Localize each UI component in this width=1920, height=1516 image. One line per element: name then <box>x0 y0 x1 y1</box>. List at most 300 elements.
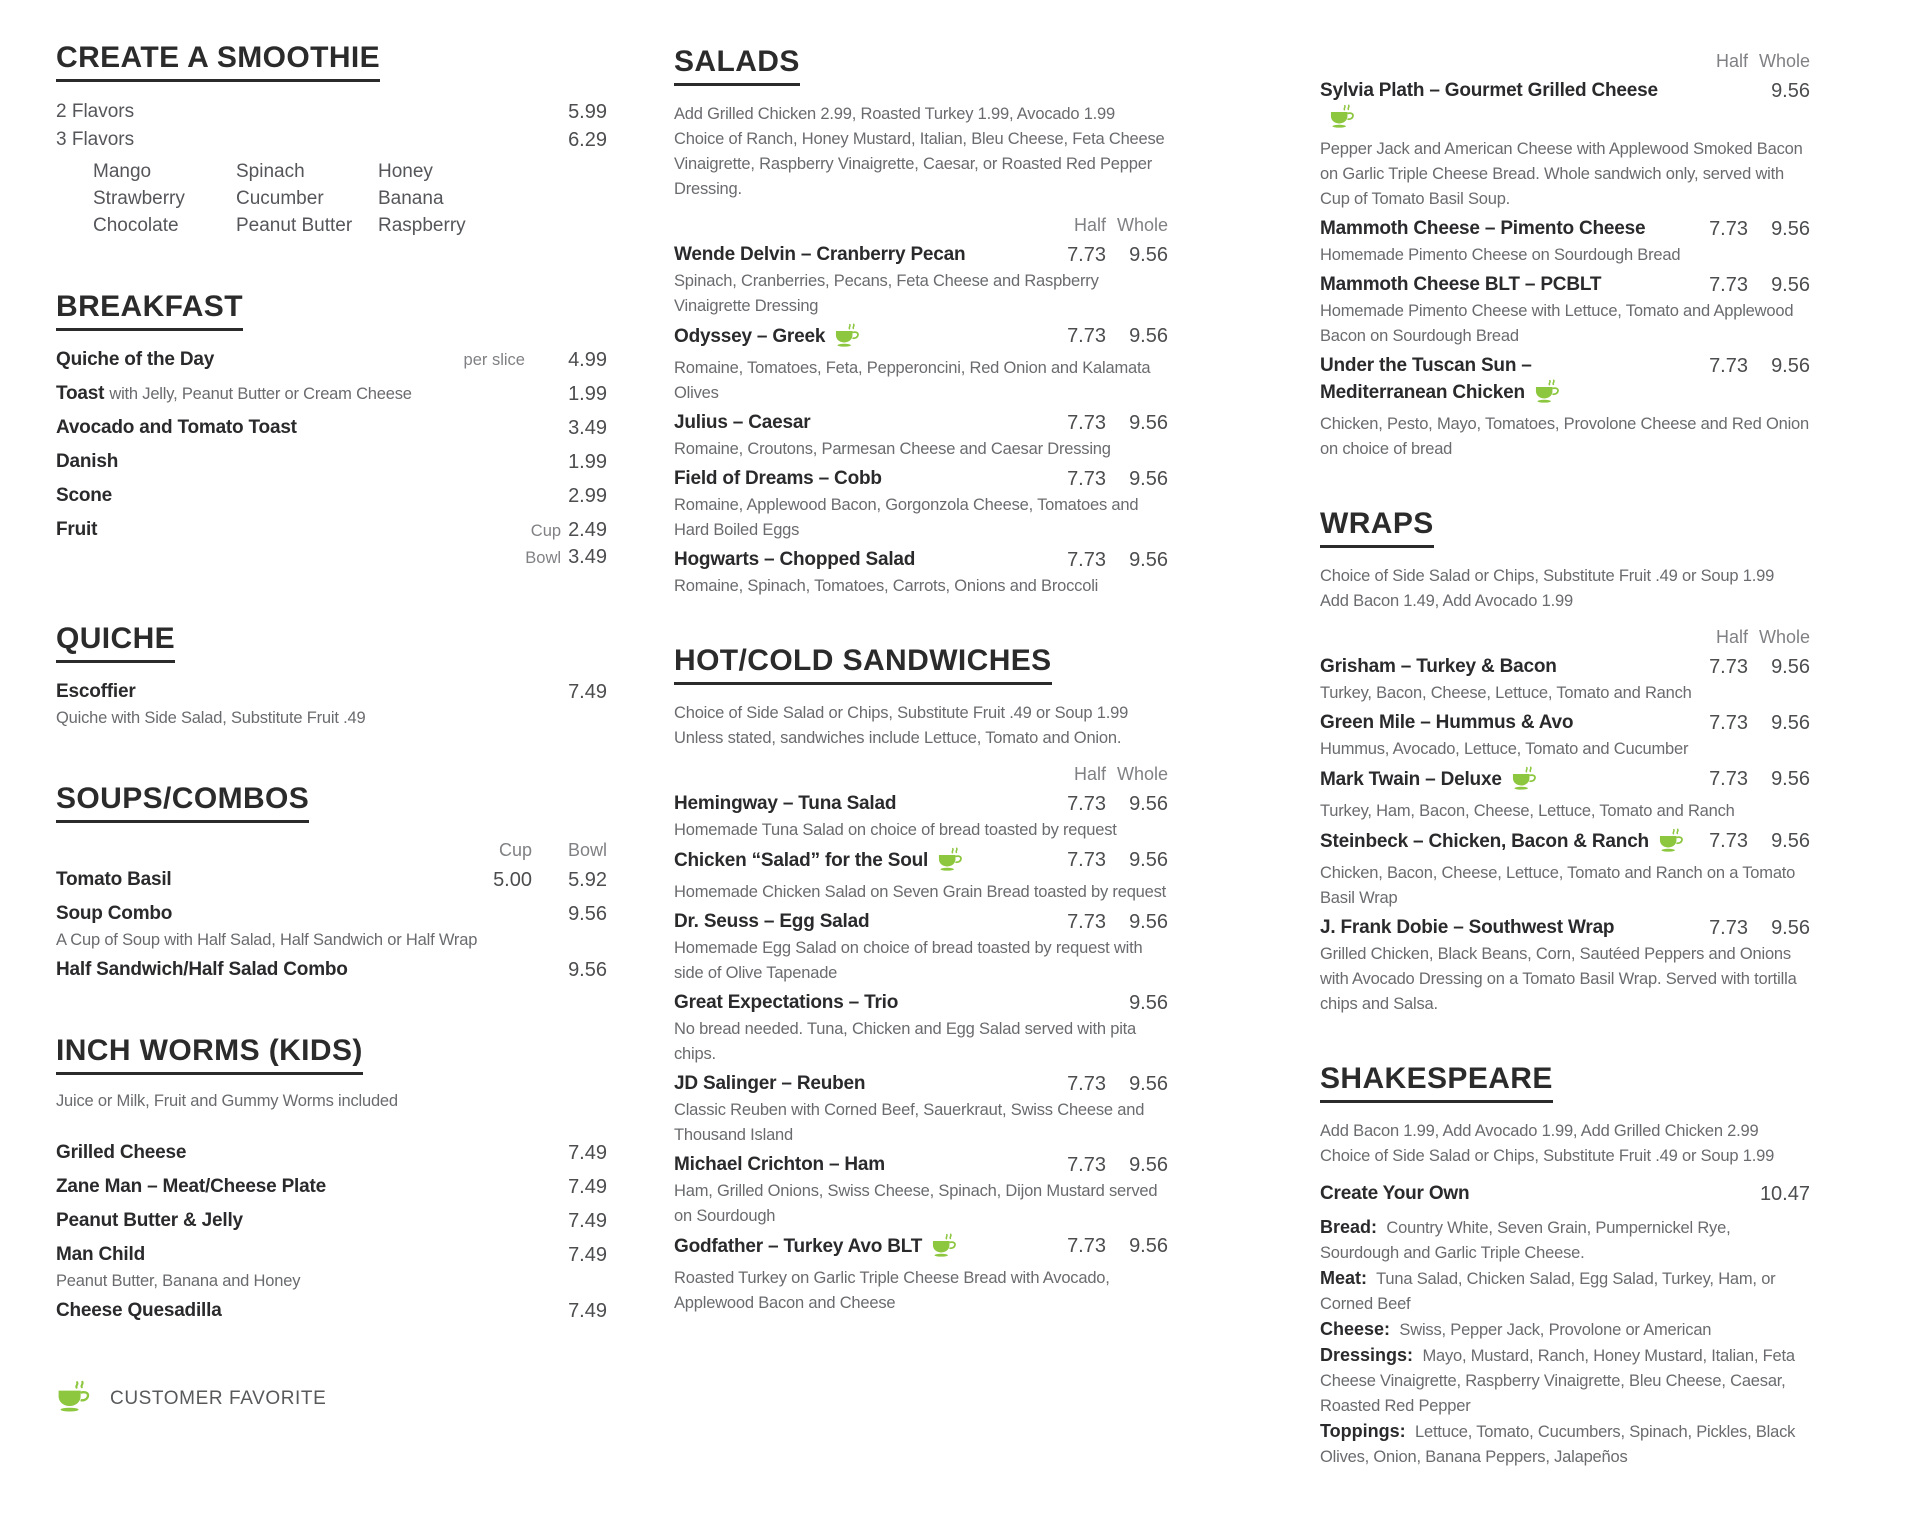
item-price-half: 7.73 <box>1709 830 1748 852</box>
flavor-option: Raspberry <box>378 215 466 236</box>
item-name-text: Wende Delvin – Cranberry Pecan <box>674 244 966 265</box>
item-name <box>56 867 457 893</box>
menu-item-row <box>674 466 1168 492</box>
item-price-half: 7.73 <box>1709 917 1748 939</box>
item-prices <box>1044 1233 1168 1259</box>
item-prices <box>1686 766 1810 792</box>
item-price: 2.49 <box>568 519 607 541</box>
item-prices <box>532 1140 607 1166</box>
item-price-whole: 9.56 <box>568 903 607 925</box>
menu-item-row <box>674 1233 1168 1265</box>
steaming-cup-icon <box>937 847 964 871</box>
section-intro-line: Add Bacon 1.99, Add Avocado 1.99, Add Grilled Chicken 2.99 <box>1320 1122 1759 1140</box>
item-price-whole: 9.56 <box>1771 917 1810 939</box>
item-price: 7.49 <box>568 1210 607 1232</box>
item-price-whole: 9.56 <box>1771 656 1810 678</box>
item-name <box>56 901 457 927</box>
menu-item-row <box>1320 272 1810 298</box>
section-intro-line: Choice of Side Salad or Chips, Substitute Fruit .49 or Soup 1.99 <box>674 704 1129 722</box>
menu-item-row <box>56 449 607 475</box>
item-prices <box>532 415 607 441</box>
item-description: Homemade Pimento Cheese with Lettuce, Tomato and Applewood Bacon on Sourdough Bread <box>1320 302 1794 345</box>
price-column-label: Half <box>1715 51 1748 71</box>
item-name <box>56 957 457 983</box>
menu-section <box>674 46 1168 599</box>
item-name-text: Godfather – Turkey Avo BLT <box>674 1236 923 1257</box>
menu-item <box>56 449 607 475</box>
item-description: Grilled Chicken, Black Beans, Corn, Sautéed Peppers and Onions with Avocado Dressing on a Tomato Basil Wrap. Served with tortilla chips and Salsa. <box>1320 945 1797 1013</box>
item-price-whole: 9.56 <box>1771 712 1810 734</box>
item-price-prefix: per slice <box>463 351 525 369</box>
customer-favorite-icon <box>834 331 861 352</box>
item-name-line2 <box>1320 379 1686 411</box>
item-price: 7.49 <box>568 1244 607 1266</box>
item-name <box>56 483 532 509</box>
menu-item-row <box>674 990 1168 1016</box>
customer-favorite-icon <box>1534 387 1561 408</box>
menu-item-row <box>674 1071 1168 1097</box>
item-name-text: J. Frank Dobie – Southwest Wrap <box>1320 917 1615 938</box>
steaming-cup-icon <box>1658 828 1685 852</box>
item-price-whole: 9.56 <box>1771 218 1810 240</box>
item-prices <box>1044 410 1168 436</box>
item-name <box>1320 710 1686 736</box>
menu-item-row <box>674 547 1168 573</box>
price-column-label: Whole <box>1758 51 1810 71</box>
item-price-whole: 9.56 <box>1129 244 1168 266</box>
item-name <box>674 1152 1044 1178</box>
menu-item-row <box>1320 1181 1810 1207</box>
item-price-line <box>531 517 607 544</box>
item-description: Romaine, Tomatoes, Feta, Pepperoncini, Red Onion and Kalamata Olives <box>674 359 1151 402</box>
option-label: Dressings: <box>1320 1345 1414 1365</box>
menu-item-row <box>56 1140 607 1166</box>
item-description: Romaine, Croutons, Parmesan Cheese and Caesar Dressing <box>674 440 1111 458</box>
section-heading-text: WRAPS <box>1320 508 1434 548</box>
menu-item-row <box>56 957 607 983</box>
menu-item <box>1320 915 1810 1017</box>
menu-item <box>56 1298 607 1324</box>
item-price-half: 5.00 <box>493 869 532 891</box>
section-intro-line: Add Bacon 1.49, Add Avocado 1.99 <box>1320 592 1573 610</box>
item-name-text: Man Child <box>56 1244 145 1265</box>
menu-section <box>1320 1063 1810 1470</box>
item-prices <box>532 1208 607 1234</box>
item-price-half: 7.73 <box>1709 768 1748 790</box>
item-price-whole: 9.56 <box>1129 1235 1168 1257</box>
section-intro-line: Choice of Side Salad or Chips, Substitute Fruit .49 or Soup 1.99 <box>1320 567 1775 585</box>
price-column-header <box>1320 50 1810 72</box>
item-price-half <box>457 901 532 927</box>
item-prices <box>1686 353 1810 379</box>
price-column-label: Whole <box>1116 764 1168 784</box>
item-price-whole: 9.56 <box>1129 992 1168 1014</box>
menu-item-row <box>674 410 1168 436</box>
item-name-text: Scone <box>56 485 113 506</box>
item-price-whole: 9.56 <box>1771 768 1810 790</box>
section-intro-line: Add Grilled Chicken 2.99, Roasted Turkey 1.99, Avocado 1.99 <box>674 105 1116 123</box>
item-name-text: Great Expectations – Trio <box>674 992 899 1013</box>
item-price: 5.99 <box>568 101 607 123</box>
menu-item-row <box>1320 766 1810 798</box>
menu-item <box>674 410 1168 462</box>
item-price-half: 7.73 <box>1067 325 1106 347</box>
item-name <box>56 449 532 475</box>
menu-item <box>674 990 1168 1067</box>
item-name <box>56 415 532 441</box>
section-intro-line: Unless stated, sandwiches include Lettuce, Tomato and Onion. <box>674 729 1122 747</box>
menu-item <box>1320 828 1810 911</box>
menu-item-row <box>1320 654 1810 680</box>
item-prices <box>1686 654 1810 680</box>
menu-item <box>674 847 1168 905</box>
item-name <box>674 242 1044 268</box>
item-name-text: Hemingway – Tuna Salad <box>674 793 897 814</box>
item-name-text: Zane Man – Meat/Cheese Plate <box>56 1176 327 1197</box>
item-price-whole: 9.56 <box>1129 1073 1168 1095</box>
customer-favorite-label: CUSTOMER FAVORITE <box>110 1387 327 1409</box>
section-heading-text: SOUPS/COMBOS <box>56 783 309 823</box>
item-prices <box>1044 1071 1168 1097</box>
item-name <box>56 1298 532 1324</box>
item-name-text: Sylvia Plath – Gourmet Grilled Cheese <box>1320 80 1658 101</box>
item-name <box>56 347 464 373</box>
menu-item-row <box>674 323 1168 355</box>
menu-item <box>674 1233 1168 1316</box>
item-price: 7.49 <box>568 1142 607 1164</box>
item-price-whole: 9.56 <box>1129 468 1168 490</box>
item-price-whole: 9.56 <box>1129 549 1168 571</box>
item-price: 4.99 <box>568 349 607 371</box>
price-column-label: Half <box>1715 627 1748 647</box>
price-column-label: Bowl <box>567 840 607 860</box>
section-intro <box>674 102 1168 202</box>
menu-item <box>56 901 607 953</box>
menu-section <box>56 42 607 239</box>
item-name <box>674 847 1044 879</box>
menu-item-row <box>56 517 607 571</box>
steaming-cup-icon <box>1511 766 1538 790</box>
item-name-text: JD Salinger – Reuben <box>674 1073 866 1094</box>
item-prices <box>1686 915 1810 941</box>
section-heading <box>56 42 607 82</box>
menu-item <box>56 1208 607 1234</box>
menu-item-row <box>1320 353 1810 411</box>
menu-item-row <box>56 381 607 407</box>
item-price-line <box>525 544 607 571</box>
item-name-text: Escoffier <box>56 681 136 702</box>
flavor-option: Honey <box>378 161 433 182</box>
item-name-text: Dr. Seuss – Egg Salad <box>674 911 870 932</box>
item-prices <box>1044 990 1168 1016</box>
item-price-half: 7.73 <box>1067 412 1106 434</box>
menu-item-row <box>56 483 607 509</box>
item-prices <box>1686 78 1810 104</box>
smoothie-flavor-list <box>93 158 607 239</box>
item-prices <box>1044 847 1168 873</box>
item-name-text: Field of Dreams – Cobb <box>674 468 882 489</box>
item-prices <box>1686 272 1810 298</box>
menu-item <box>56 679 607 731</box>
option-line <box>1320 1317 1810 1343</box>
item-price: 6.29 <box>568 129 607 151</box>
section-heading-text: CREATE A SMOOTHIE <box>56 42 380 82</box>
item-description: Homemade Pimento Cheese on Sourdough Bread <box>1320 246 1681 264</box>
customer-favorite-icon <box>1658 836 1685 857</box>
item-prices <box>1686 216 1810 242</box>
menu-item <box>56 517 607 571</box>
item-price: 7.49 <box>568 681 607 703</box>
price-column-header <box>674 763 1168 785</box>
menu-item <box>674 1071 1168 1148</box>
steaming-cup-icon <box>931 1233 958 1257</box>
item-price-half <box>457 957 532 983</box>
item-name-text: Grisham – Turkey & Bacon <box>1320 656 1557 677</box>
item-prices <box>457 957 607 983</box>
price-column-header <box>674 214 1168 236</box>
item-price-whole: 9.56 <box>1129 849 1168 871</box>
item-description: No bread needed. Tuna, Chicken and Egg Salad served with pita chips. <box>674 1020 1137 1063</box>
item-name-text: Under the Tuscan Sun – <box>1320 355 1532 376</box>
item-name-text: Tomato Basil <box>56 869 172 890</box>
menu-item-row <box>674 1152 1168 1178</box>
item-name <box>674 791 1044 817</box>
item-prices <box>532 1242 607 1268</box>
steaming-cup-icon <box>1534 379 1561 403</box>
section-heading-text: HOT/COLD SANDWICHES <box>674 645 1052 685</box>
item-price-half: 7.73 <box>1067 1235 1106 1257</box>
item-name <box>1320 766 1686 798</box>
menu-item <box>56 1242 607 1294</box>
item-name <box>1320 915 1686 941</box>
item-prices <box>532 1298 607 1324</box>
menu-item <box>56 1174 607 1200</box>
section-heading <box>674 645 1168 685</box>
item-price: 1.99 <box>568 383 607 405</box>
menu-item <box>56 126 607 154</box>
item-name-text: Mammoth Cheese – Pimento Cheese <box>1320 218 1646 239</box>
item-price: 3.49 <box>568 417 607 439</box>
flavor-option: Banana <box>378 188 444 209</box>
flavor-option: Mango <box>93 161 152 182</box>
item-prices <box>464 347 607 373</box>
menu-section <box>56 1035 607 1324</box>
item-name-text: Half Sandwich/Half Salad Combo <box>56 959 348 980</box>
item-prices <box>1735 1181 1810 1207</box>
menu-item <box>1320 1181 1810 1207</box>
item-prices <box>532 449 607 475</box>
item-name <box>1320 272 1686 298</box>
item-price: 3.49 <box>568 546 607 568</box>
item-name <box>1320 353 1686 411</box>
item-price: 1.99 <box>568 451 607 473</box>
item-prices <box>532 679 607 705</box>
flavor-option: Strawberry <box>93 188 185 209</box>
section-heading-text: INCH WORMS (KIDS) <box>56 1035 363 1075</box>
item-price-half: 7.73 <box>1709 712 1748 734</box>
menu-item-row <box>1320 710 1810 736</box>
item-price-half: 7.73 <box>1067 793 1106 815</box>
build-your-own-options <box>1320 1215 1810 1470</box>
item-name <box>674 547 1044 573</box>
section-intro-line: Choice of Side Salad or Chips, Substitute Fruit .49 or Soup 1.99 <box>1320 1147 1775 1165</box>
item-description: Peanut Butter, Banana and Honey <box>56 1272 301 1290</box>
item-name <box>674 410 1044 436</box>
steaming-cup-icon <box>56 1380 92 1412</box>
item-name <box>1320 216 1686 242</box>
item-name-text: Green Mile – Hummus & Avo <box>1320 712 1574 733</box>
item-prices <box>1044 242 1168 268</box>
item-name-text: Create Your Own <box>1320 1183 1470 1204</box>
flavor-option: Chocolate <box>93 215 179 236</box>
menu-column-left <box>56 42 607 1376</box>
section-heading-text: SHAKESPEARE <box>1320 1063 1553 1103</box>
item-name-text: Soup Combo <box>56 903 173 924</box>
menu-item <box>56 415 607 441</box>
item-name-text: Grilled Cheese <box>56 1142 187 1163</box>
item-prices <box>532 1174 607 1200</box>
menu-section <box>56 623 607 731</box>
item-name-text: Avocado and Tomato Toast <box>56 417 297 438</box>
steaming-cup-icon <box>1329 104 1356 128</box>
menu-item-row <box>1320 828 1810 860</box>
section-heading <box>674 46 1168 86</box>
item-price-lines <box>525 517 607 571</box>
item-prices <box>1044 909 1168 935</box>
item-name <box>56 1242 532 1268</box>
menu-item <box>56 483 607 509</box>
item-description: Hummus, Avocado, Lettuce, Tomato and Cucumber <box>1320 740 1689 758</box>
item-price-half: 7.73 <box>1709 218 1748 240</box>
steaming-cup-icon <box>834 323 861 347</box>
item-name <box>674 323 1044 355</box>
customer-favorite-icon <box>1329 112 1356 133</box>
section-heading <box>56 291 607 331</box>
menu-section <box>674 645 1168 1316</box>
item-price-whole: 9.56 <box>1771 355 1810 377</box>
menu-item <box>1320 654 1810 706</box>
item-description: Turkey, Ham, Bacon, Cheese, Lettuce, Tomato and Ranch <box>1320 802 1735 820</box>
option-text: Lettuce, Tomato, Cucumbers, Spinach, Pickles, Black Olives, Onion, Banana Peppers, Jalapeños <box>1320 1423 1796 1466</box>
menu-item-row <box>56 1174 607 1200</box>
item-name <box>56 381 532 407</box>
menu-item-row <box>674 847 1168 879</box>
menu-item-row <box>56 679 607 705</box>
menu-item-row <box>56 1298 607 1324</box>
item-description: Chicken, Bacon, Cheese, Lettuce, Tomato and Ranch on a Tomato Basil Wrap <box>1320 864 1796 907</box>
item-description: Homemade Tuna Salad on choice of bread toasted by request <box>674 821 1117 839</box>
item-prices <box>1044 791 1168 817</box>
section-heading-text: SALADS <box>674 46 800 86</box>
flavor-option: Cucumber <box>236 188 324 209</box>
item-price: 7.49 <box>568 1300 607 1322</box>
item-price-half: 7.73 <box>1709 274 1748 296</box>
item-prices <box>525 517 607 571</box>
item-description: Chicken, Pesto, Mayo, Tomatoes, Provolone Cheese and Red Onion on choice of bread <box>1320 415 1809 458</box>
price-column-header <box>1320 626 1810 648</box>
menu-section <box>56 291 607 571</box>
item-name <box>56 679 532 705</box>
menu-section <box>1320 508 1810 1017</box>
item-price-half: 7.73 <box>1067 911 1106 933</box>
item-price-size-label: Cup <box>530 522 562 540</box>
item-name <box>56 1140 532 1166</box>
item-name-text: Steinbeck – Chicken, Bacon & Ranch <box>1320 831 1649 852</box>
customer-favorite-icon <box>937 855 964 876</box>
menu-item-row <box>56 901 607 927</box>
option-label: Cheese: <box>1320 1319 1391 1339</box>
item-name <box>1320 78 1686 136</box>
item-price-half: 7.73 <box>1709 355 1748 377</box>
option-line <box>1320 1215 1810 1266</box>
item-prices <box>532 483 607 509</box>
option-text: Tuna Salad, Chicken Salad, Egg Salad, Turkey, Ham, or Corned Beef <box>1320 1270 1776 1313</box>
item-description: Turkey, Bacon, Cheese, Lettuce, Tomato and Ranch <box>1320 684 1692 702</box>
menu-item <box>674 791 1168 843</box>
steaming-cup-icon <box>56 1380 92 1417</box>
item-price-whole: 9.56 <box>1129 325 1168 347</box>
menu-column-middle <box>674 46 1168 1362</box>
menu-item <box>674 909 1168 986</box>
item-price-size-label: Bowl <box>525 549 562 567</box>
option-label: Meat: <box>1320 1268 1368 1288</box>
option-text: Swiss, Pepper Jack, Provolone or American <box>1399 1321 1712 1339</box>
item-name-text: Toast <box>56 383 105 404</box>
item-price-half: 7.73 <box>1067 244 1106 266</box>
item-price-half: 7.73 <box>1067 849 1106 871</box>
menu-item-row <box>1320 216 1810 242</box>
item-name <box>1320 1181 1735 1207</box>
menu-item <box>674 242 1168 319</box>
flavor-option: Peanut Butter <box>236 215 353 236</box>
menu-item-row <box>56 867 607 893</box>
item-name: 3 Flavors <box>56 129 135 150</box>
item-price-whole: 9.56 <box>1771 274 1810 296</box>
item-prices <box>1044 1152 1168 1178</box>
menu-item <box>674 323 1168 406</box>
menu-item-row <box>56 1208 607 1234</box>
menu-item <box>1320 710 1810 762</box>
item-price-whole: 9.56 <box>1129 793 1168 815</box>
item-name-text: Chicken “Salad” for the Soul <box>674 850 929 871</box>
menu-item <box>674 1152 1168 1229</box>
item-name-text: Peanut Butter & Jelly <box>56 1210 243 1231</box>
menu-item-row <box>674 909 1168 935</box>
item-name <box>674 1233 1044 1265</box>
section-heading <box>1320 508 1810 548</box>
item-name-text: Mark Twain – Deluxe <box>1320 769 1502 790</box>
section-intro <box>1320 564 1810 614</box>
section-heading-text: BREAKFAST <box>56 291 243 331</box>
item-name-note: with Jelly, Peanut Butter or Cream Cheese <box>109 385 412 403</box>
item-name <box>56 1208 532 1234</box>
menu-item-row <box>1320 915 1810 941</box>
customer-favorite-legend <box>56 1380 326 1417</box>
item-description: Classic Reuben with Corned Beef, Sauerkraut, Swiss Cheese and Thousand Island <box>674 1101 1145 1144</box>
item-name <box>674 466 1044 492</box>
item-name <box>56 517 525 543</box>
item-description: Romaine, Applewood Bacon, Gorgonzola Cheese, Tomatoes and Hard Boiled Eggs <box>674 496 1139 539</box>
item-name-text: Hogwarts – Chopped Salad <box>674 549 916 570</box>
menu-item <box>1320 216 1810 268</box>
item-prices <box>1686 828 1810 854</box>
option-line <box>1320 1266 1810 1317</box>
item-price-whole: 9.56 <box>1129 911 1168 933</box>
item-name-text: Fruit <box>56 519 98 540</box>
item-name-text: Odyssey – Greek <box>674 326 826 347</box>
item-name <box>1320 654 1686 680</box>
item-price-whole: 9.56 <box>1129 412 1168 434</box>
